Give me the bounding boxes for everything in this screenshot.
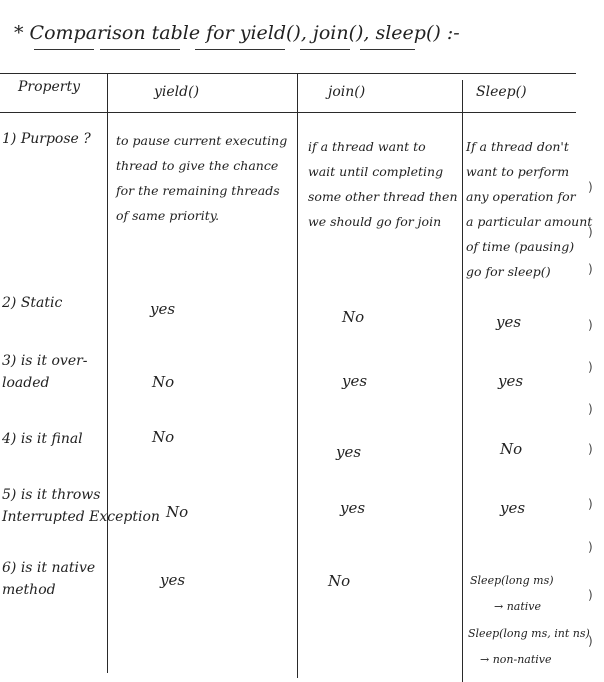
sleep-native-line: → native	[494, 600, 542, 613]
property-cell: 1) Purpose ?	[2, 131, 91, 147]
yield-cell: yes	[150, 300, 176, 318]
table-top-border	[0, 73, 576, 74]
header-property: Property	[18, 79, 81, 95]
margin-mark: )	[588, 402, 593, 416]
margin-mark: )	[588, 180, 593, 194]
page-title: * Comparison table for yield(), join(), sleep() :-	[14, 22, 460, 44]
sleep-cell: yes	[496, 313, 522, 331]
column-divider	[462, 80, 463, 682]
margin-mark: )	[588, 262, 593, 276]
property-cell: 5) is it throws Interrupted Exception	[2, 487, 160, 525]
join-cell: yes	[336, 443, 362, 461]
yield-cell: No	[166, 503, 189, 521]
title-underline	[360, 49, 415, 50]
sleep-cell: If a thread don't want to perform any operation for a particular amount of time (pausing) go for sleep()	[466, 139, 593, 279]
margin-mark: )	[588, 497, 593, 511]
property-cell: 3) is it over- loaded	[2, 353, 88, 391]
yield-cell: No	[152, 373, 175, 391]
join-cell: No	[342, 308, 365, 326]
margin-mark: )	[588, 634, 593, 648]
sleep-native-line: Sleep(long ms)	[470, 574, 554, 587]
yield-cell: to pause current executing thread to give the chance for the remaining threads of same priority.	[116, 133, 288, 223]
margin-mark: )	[588, 225, 593, 239]
header-sleep: Sleep()	[476, 84, 527, 100]
join-cell: yes	[342, 372, 368, 390]
margin-mark: )	[588, 540, 593, 554]
join-cell: if a thread want to wait until completing some other thread then we should go for join	[308, 139, 458, 229]
margin-mark: )	[588, 318, 593, 332]
column-divider	[107, 73, 108, 673]
header-yield: yield()	[154, 84, 200, 100]
sleep-cell: No	[500, 440, 523, 458]
margin-mark: )	[588, 442, 593, 456]
title-underline	[34, 49, 94, 50]
title-underline	[195, 49, 285, 50]
title-underline	[300, 49, 350, 50]
yield-cell: No	[152, 428, 175, 446]
column-divider	[297, 73, 298, 678]
join-cell: No	[328, 572, 351, 590]
property-cell: 6) is it native method	[2, 560, 96, 598]
table-header-border	[0, 112, 576, 113]
title-underline	[100, 49, 180, 50]
margin-mark: )	[588, 360, 593, 374]
join-cell: yes	[340, 499, 366, 517]
margin-mark: )	[588, 588, 593, 602]
sleep-native-line: Sleep(long ms, int ns)	[468, 627, 590, 640]
property-cell: 2) Static	[2, 295, 63, 311]
property-cell: 4) is it final	[2, 431, 83, 447]
header-join: join()	[328, 84, 366, 100]
sleep-native-line: → non-native	[480, 653, 552, 666]
yield-cell: yes	[160, 571, 186, 589]
sleep-cell: yes	[498, 372, 524, 390]
sleep-cell: yes	[500, 499, 526, 517]
